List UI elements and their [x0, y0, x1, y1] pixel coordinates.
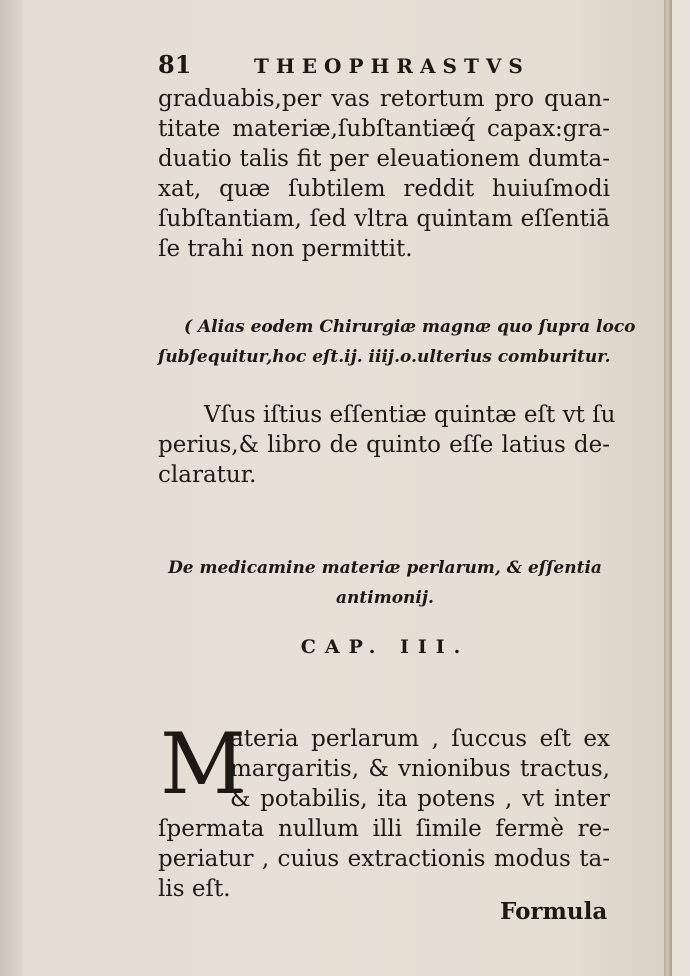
page-number: 81 [158, 50, 192, 79]
text-line: & potabilis, ita potens , vt inter [230, 786, 610, 812]
text-line: ſe trahi non permittit. [158, 236, 413, 262]
catchword: Formula [500, 898, 608, 925]
page-header [158, 50, 578, 80]
text-line: periatur , cuius extractionis modus ta- [158, 846, 610, 872]
running-head: THEOPHRASTVS [254, 54, 530, 78]
page-edge-shadow [664, 0, 672, 976]
chapter-heading: CAP. III. [300, 636, 470, 658]
drop-cap: M [160, 715, 247, 813]
text-line: perius,& libro de quinto eſſe latius de- [158, 432, 610, 458]
scan-background-left [0, 0, 22, 976]
scan-background-right [672, 0, 690, 976]
text-line: titate materiæ,ſubſtantiæq́ capax:gra- [158, 116, 610, 142]
paragraph-1 [158, 84, 610, 264]
text-line: duatio talis fit per eleuationem dumta- [158, 146, 610, 172]
text-line: margaritis, & vnionibus tractus, [230, 756, 610, 782]
text-line: claratur. [158, 462, 257, 488]
note-line: ſubſequitur,hoc eſt.ij. iiij.o.ulterius comburitur. [158, 347, 611, 367]
text-line: ſubſtantiam, ſed vltra quintam eſſentiā [158, 206, 610, 232]
marginal-note [158, 312, 636, 372]
paragraph-2 [158, 400, 616, 490]
rubric-line: De medicamine materiæ perlarum, & eſſentia [168, 558, 602, 578]
section-rubric [150, 553, 620, 613]
text-line: Vſus iſtius eſſentiæ quintæ eſt vt ſu [204, 402, 616, 428]
text-line: lis eſt. [158, 876, 231, 902]
paragraph-3 [158, 715, 610, 904]
text-line: ſpermata nullum illi ſimile fermè re- [158, 816, 610, 842]
text-line: ateria perlarum , ſuccus eſt ex [230, 726, 610, 752]
text-line: xat, quæ ſubtilem reddit huiuſmodi [158, 176, 610, 202]
text-line: graduabis,per vas retortum pro quan- [158, 86, 610, 112]
rubric-line: antimonij. [336, 588, 434, 608]
note-line: ( Alias eodem Chirurgiæ magnæ quo ſupra loco [184, 317, 636, 337]
